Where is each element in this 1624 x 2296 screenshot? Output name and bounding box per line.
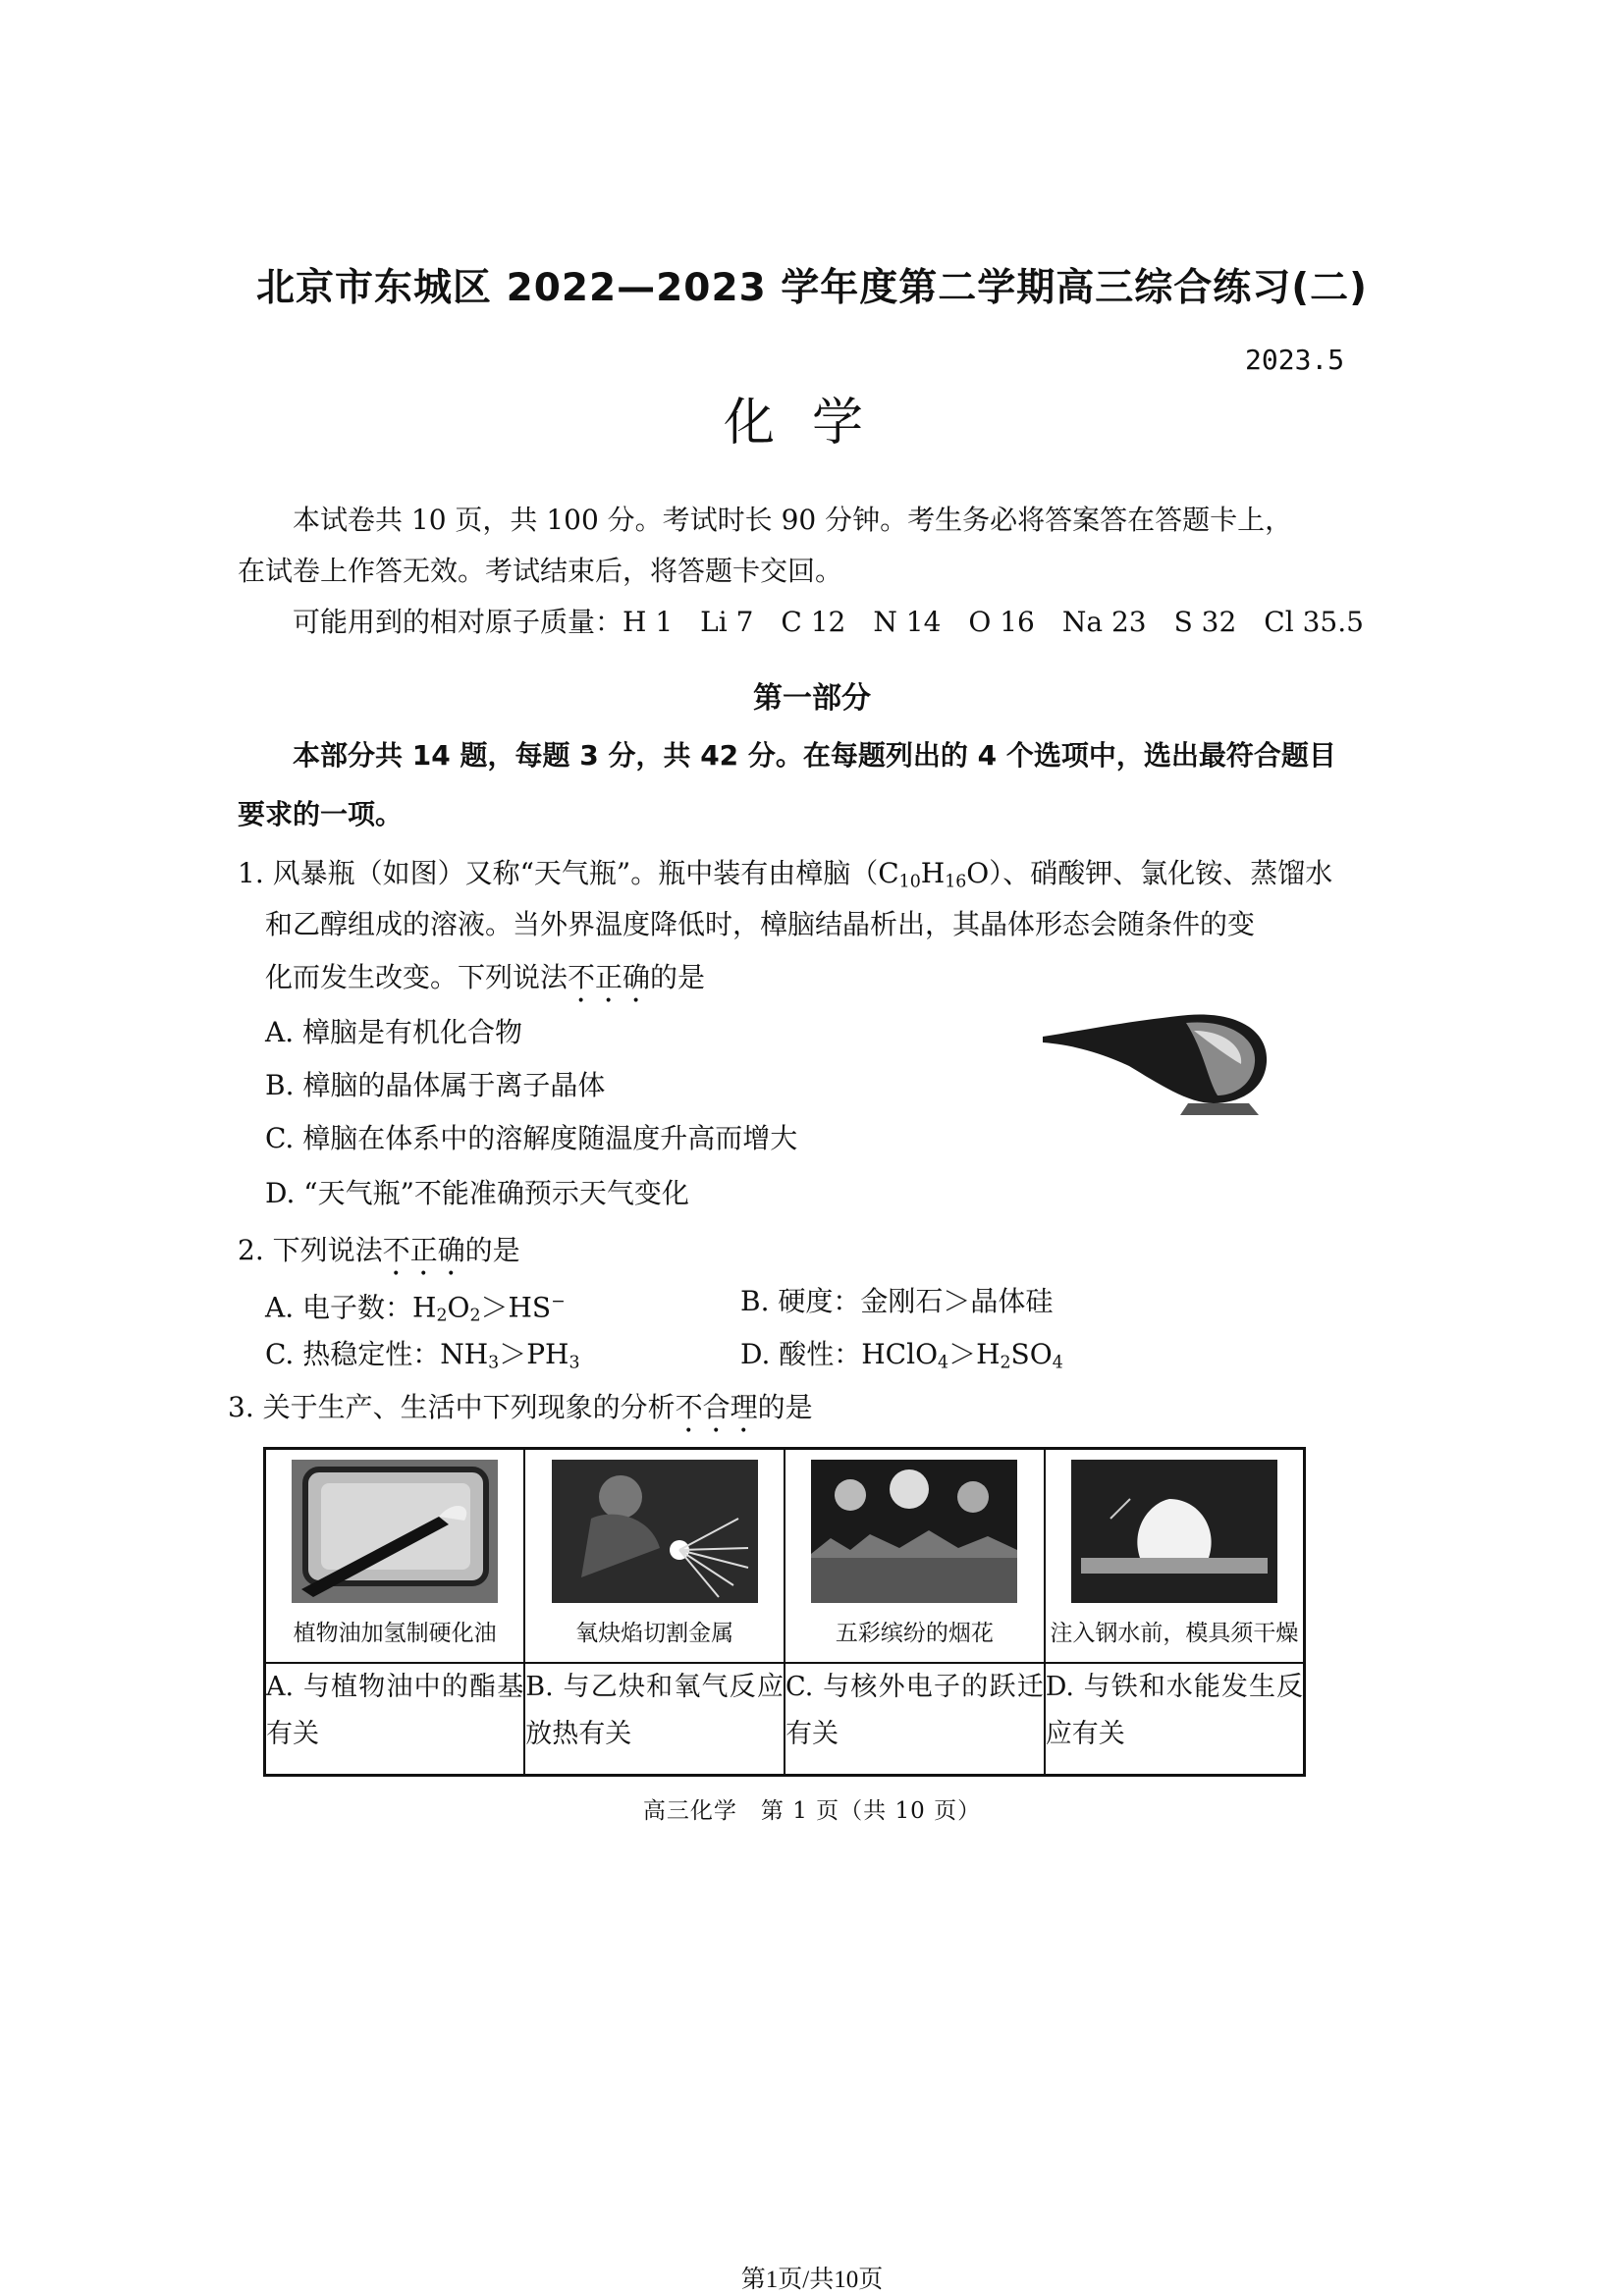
q1-option-b: B. 樟脑的晶体属于离子晶体 <box>265 1069 606 1101</box>
q3-caption-d: 注入钢水前，模具须干燥 <box>1050 1621 1299 1646</box>
q2-option-a: A. 电子数：$H_2O_2>HS^-$ <box>265 1291 566 1326</box>
q1-line2: 和乙醇组成的溶液。当外界温度降低时，樟脑结晶析出，其晶体形态会随条件的变 <box>265 908 1256 940</box>
q3-caption-b: 氧炔焰切割金属 <box>575 1621 734 1646</box>
section-intro-line2: 要求的一项。 <box>238 798 404 830</box>
q3-table <box>263 1447 1306 1777</box>
document-page-number: 第1页/共10页 <box>740 2267 884 2293</box>
section-title: 第一部分 <box>753 681 871 716</box>
q3-image-row <box>265 1449 1305 1664</box>
subject-title: 化学 <box>723 394 900 453</box>
exam-title: 北京市东城区 2022—2023 学年度第二学期高三综合练习(二) <box>256 266 1368 310</box>
hydrogenation-photo <box>292 1460 498 1603</box>
q3-cell-a <box>265 1449 525 1664</box>
q3-answer-c: C. 与核外电子的跃迁有关 <box>785 1663 1045 1776</box>
q2-option-d: D. 酸性：$HClO_4>H_2SO_4$ <box>740 1338 1063 1373</box>
q3-stem: 3. 关于生产、生活中下列现象的分析不合理的是 <box>228 1391 813 1423</box>
instructions-line2: 在试卷上作答无效。考试结束后，将答题卡交回。 <box>238 555 843 587</box>
q3-caption-a: 植物油加氢制硬化油 <box>293 1621 497 1646</box>
q1-line1: 1. 风暴瓶（如图）又称“天气瓶”。瓶中装有由樟脑$(C_{10}H_{16}O)$、硝酸钾、氯化铵、蒸馏水 <box>238 857 1333 892</box>
q3-caption-c: 五彩缤纷的烟花 <box>835 1621 994 1646</box>
q1-line3: 化而发生改变。下列说法不正确的是 <box>265 961 706 993</box>
instructions-line1: 本试卷共 10 页，共 100 分。考试时长 90 分钟。考生务必将答案答在答题卡上， <box>293 504 1293 536</box>
q3-answer-b: B. 与乙炔和氧气反应放热有关 <box>524 1663 785 1776</box>
q1-option-a: A. 樟脑是有机化合物 <box>265 1016 523 1048</box>
q3-answer-a: A. 与植物油中的酯基有关 <box>265 1663 525 1776</box>
q3-answer-row <box>265 1663 1305 1776</box>
q1-option-c: C. 樟脑在体系中的溶解度随温度升高而增大 <box>265 1122 798 1154</box>
section-intro-line1: 本部分共 14 题，每题 3 分，共 42 分。在每题列出的 4 个选项中，选出最符合题目 <box>293 739 1336 772</box>
fireworks-photo <box>811 1460 1017 1603</box>
q3-cell-d <box>1045 1449 1305 1664</box>
atomic-masses: 可能用到的相对原子质量：H 1 Li 7 C 12 N 14 O 16 Na 23 S 32 Cl 35.5 <box>293 606 1364 638</box>
q1-option-d: D. “天气瓶”不能准确预示天气变化 <box>265 1177 689 1209</box>
exam-page-footer: 高三化学 第 1 页（共 10 页） <box>642 1798 982 1824</box>
q2-stem: 2. 下列说法不正确的是 <box>238 1234 520 1266</box>
q3-answer-d: D. 与铁和水能发生反应有关 <box>1045 1663 1305 1776</box>
q3-cell-c <box>785 1449 1045 1664</box>
oxyacetylene-photo <box>552 1460 758 1603</box>
q2-option-b: B. 硬度：金刚石＞晶体硅 <box>740 1285 1054 1317</box>
molten-steel-photo <box>1071 1460 1277 1603</box>
q3-cell-b <box>524 1449 785 1664</box>
storm-bottle-image <box>1041 1001 1276 1119</box>
q2-option-c: C. 热稳定性：$NH_3>PH_3$ <box>265 1338 580 1373</box>
exam-date: 2023.5 <box>1245 344 1345 376</box>
